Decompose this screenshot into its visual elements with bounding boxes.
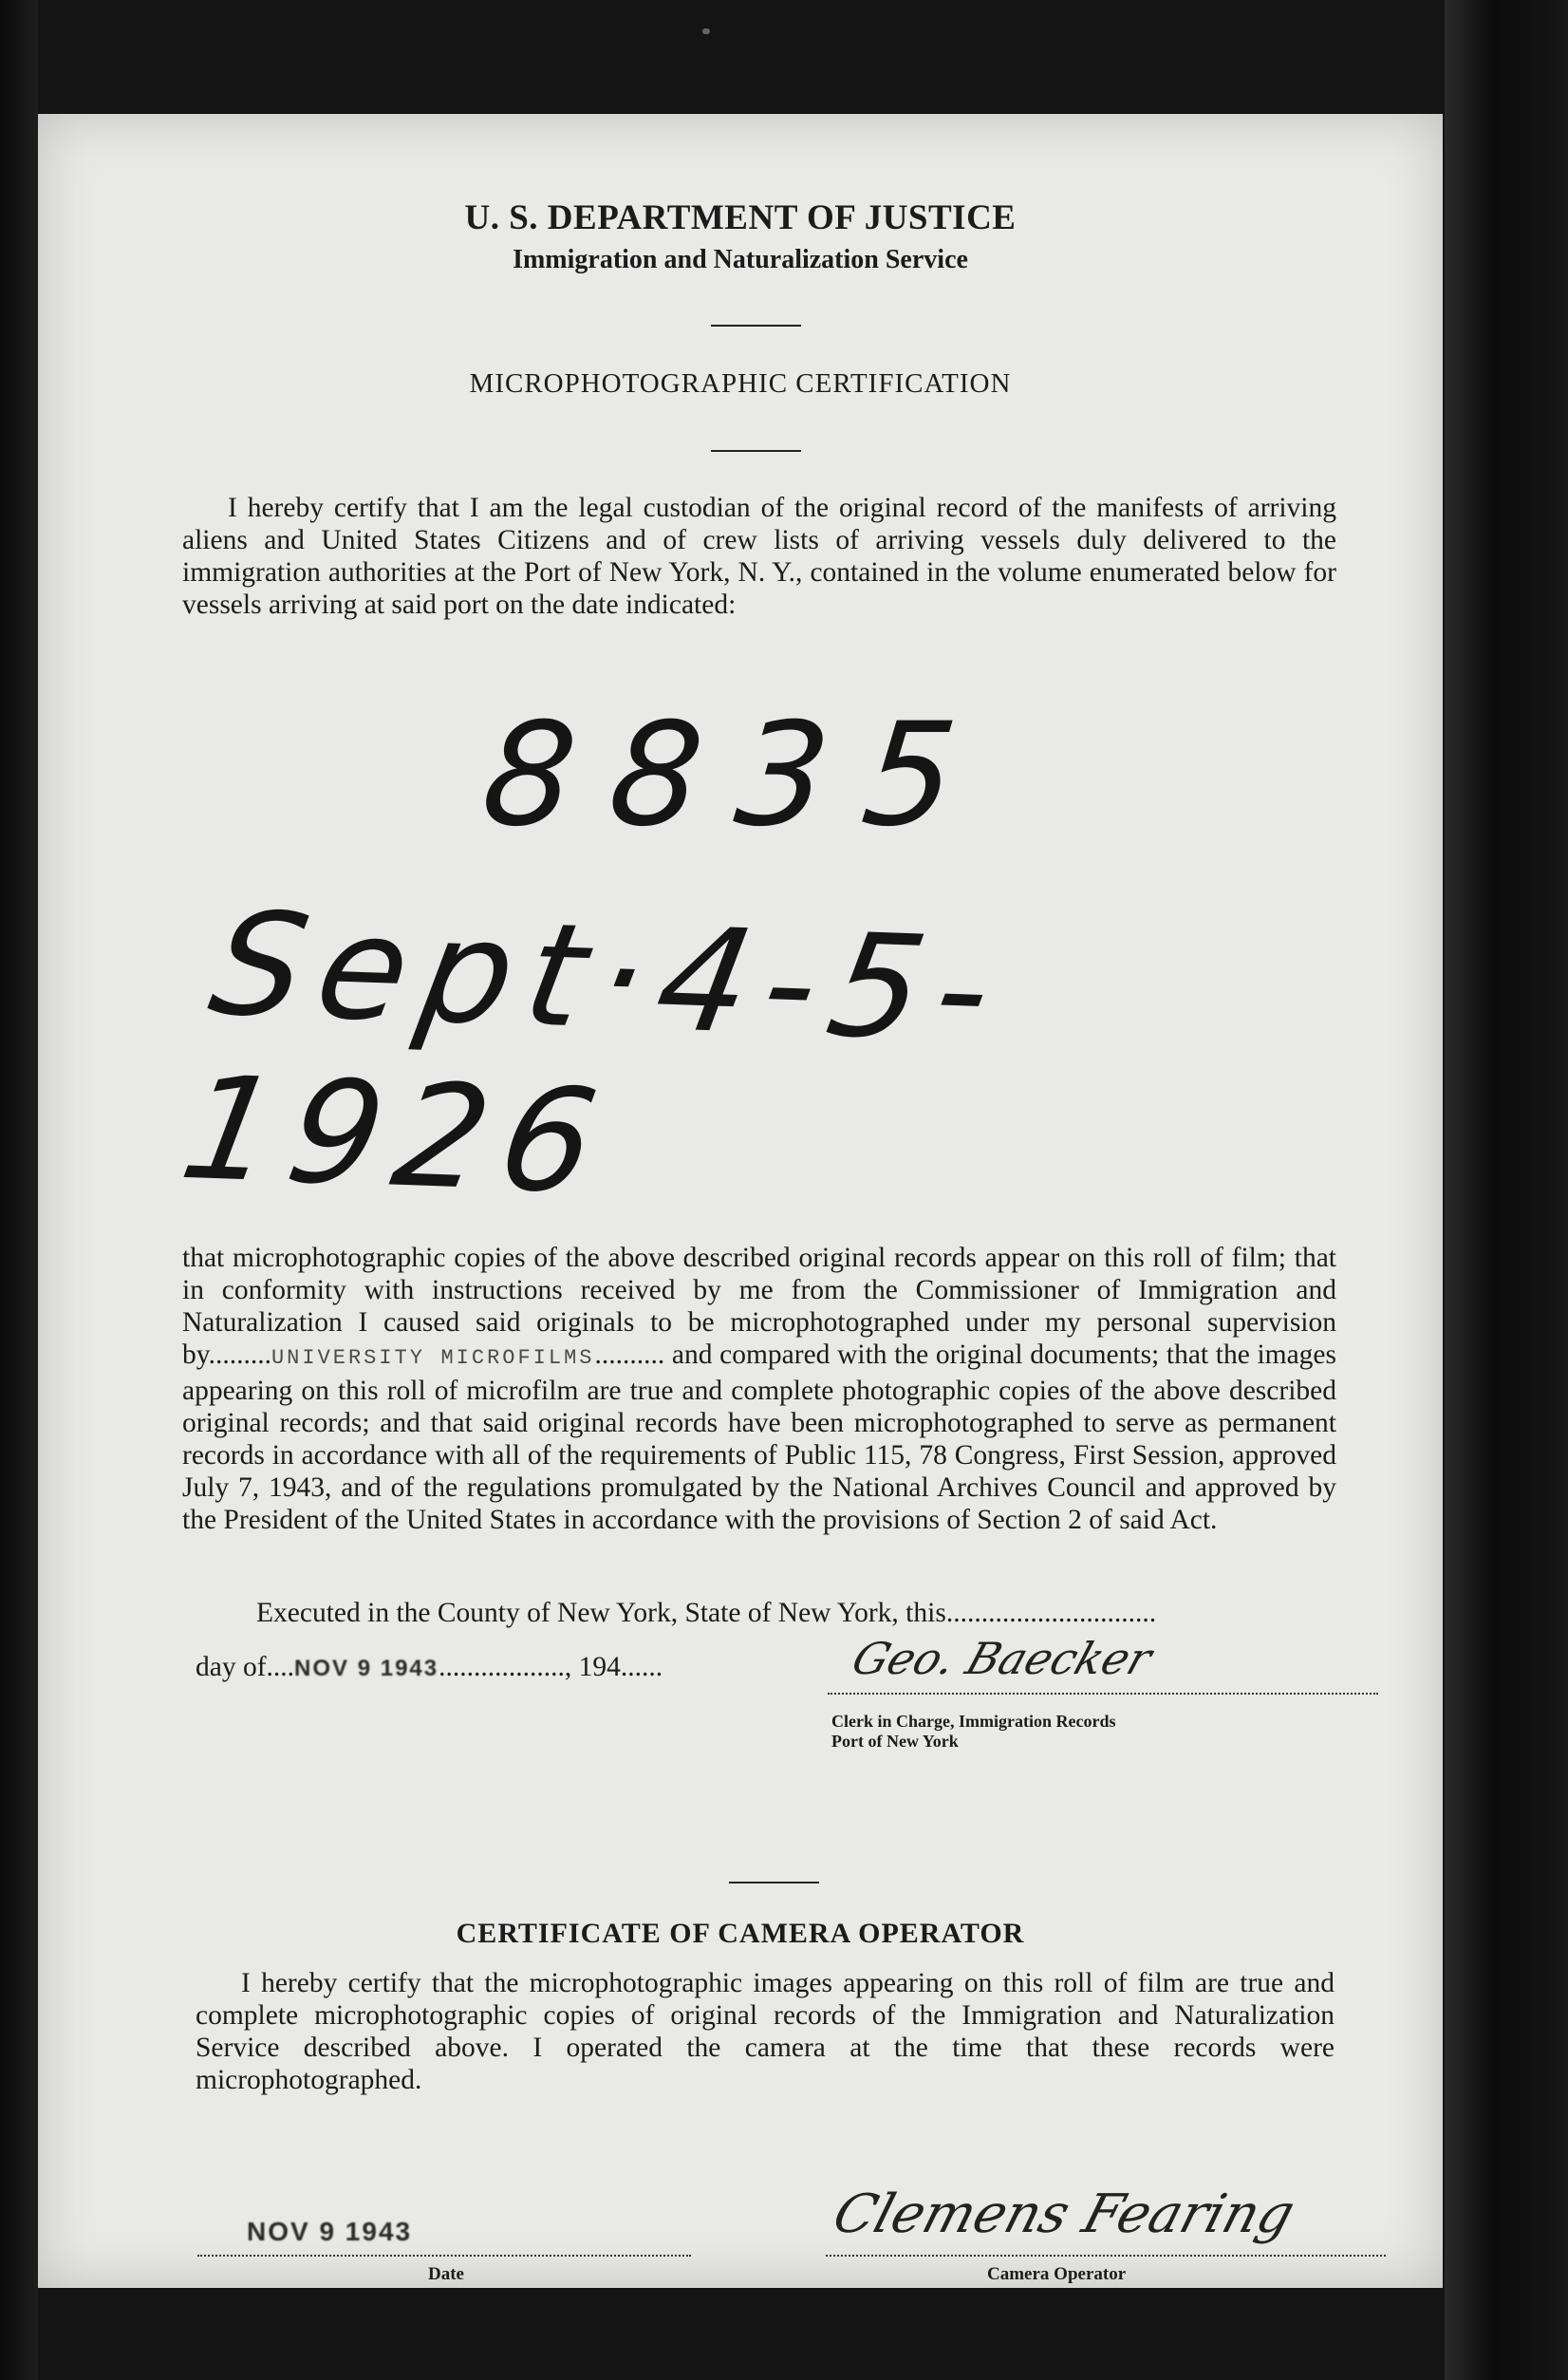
film-edge-left [0, 0, 38, 2380]
body-text-part1: that microphotographic copies of the above described original records appear on this roll of film; that in conformity with instructions received by me from the Commissioner of Immigration and Naturalization I caused said originals to be microphotographed under my personal supervision by [182, 1243, 1336, 1370]
operator-paragraph: I hereby certify that the microphotographic images appearing on this roll of film are true and complete microphotographic copies of original records of the Immigration and Naturalization Service described above. I operated the camera at the time that these records were microphotographed. [196, 1968, 1335, 2095]
body-text-part2: and compared with the original documents; that the images appearing on this roll of microfilm are true and complete photographic copies of the above described original records; and that said original records have been microphotographed to serve as permanent records in accordance with all of the requirements of Public 115, 78 Congress, First Session, approved July 7, 1943, and of the regulations promulgated by the National Archives Council and approved by the President of the United States in accordance with the provisions of Section 2 of said Act. [182, 1340, 1337, 1535]
clerk-signature-line [828, 1693, 1378, 1695]
film-edge-right [1445, 0, 1568, 2380]
day-of-label: day of [196, 1652, 267, 1682]
intro-paragraph: I hereby certify that I am the legal custodian of the original record of the manifests of arriving aliens and United States Citizens and of crew lists of arriving vessels duly delivered to the immigration authorities at the Port of New York, N. Y., contained in the volume enumerated below for vessels arriving at said port on the date indicated: [182, 493, 1336, 620]
executed-text: Executed in the County of New York, State of New York, this [256, 1598, 946, 1628]
operator-certificate-title: CERTIFICATE OF CAMERA OPERATOR [456, 1918, 1025, 1949]
divider [729, 1882, 819, 1883]
year-prefix: , 194 [564, 1652, 621, 1682]
body-paragraph: that microphotographic copies of the above described original records appear on this roll of film; that in conformity with instructions received by me from the Commissioner of Immigration and Naturalization I caused said originals to be microphotographed under my personal supervision by.........UNIVERSITY MICROFILMS.......... and compared with the original documents; that the images appearing on this roll of microfilm are true and complete photographic copies of the above described original records; and that said original records have been microphotographed to serve as permanent records in accordance with all of the requirements of Public 115, 78 Congress, First Session, approved July 7, 1943, and of the regulations promulgated by the National Archives Council and approved by the President of the United States in accordance with the provisions of Section 2 of said Act. [182, 1243, 1337, 1535]
clerk-title-line1: Clerk in Charge, Immigration Records [831, 1712, 1116, 1731]
divider [711, 325, 801, 327]
date-line [197, 2255, 691, 2257]
camera-operator-signature: Clemens Fearing [826, 2183, 1301, 2245]
camera-operator-signature-line [826, 2255, 1386, 2257]
clerk-title [831, 1712, 1115, 1752]
operator-date-stamp: NOV 9 1943 [247, 2217, 413, 2246]
camera-operator-label: Camera Operator [987, 2264, 1127, 2284]
clerk-title-line2: Port of New York [831, 1732, 959, 1751]
date-stamp: NOV 9 1943 [294, 1656, 439, 1681]
day-of-line: day of....NOV 9 1943.................., 194...... [196, 1652, 663, 1682]
department-heading: U. S. DEPARTMENT OF JUSTICE [464, 198, 1017, 237]
certification-title: MICROPHOTOGRAPHIC CERTIFICATION [469, 368, 1012, 399]
certificate-page [38, 114, 1443, 2288]
handwritten-volume-number: 8835 [475, 693, 999, 858]
film-mark [702, 28, 710, 34]
divider [711, 450, 801, 452]
filmed-by-value: UNIVERSITY MICROFILMS [271, 1346, 595, 1370]
service-subheading: Immigration and Naturalization Service [513, 245, 968, 274]
clerk-signature: Geo. Baecker [846, 1633, 1159, 1684]
date-label: Date [428, 2264, 464, 2284]
handwritten-dates: Sept·4-5-1926 [170, 882, 1018, 1226]
executed-line: Executed in the County of New York, State of New York, this.............................. [256, 1598, 1157, 1628]
